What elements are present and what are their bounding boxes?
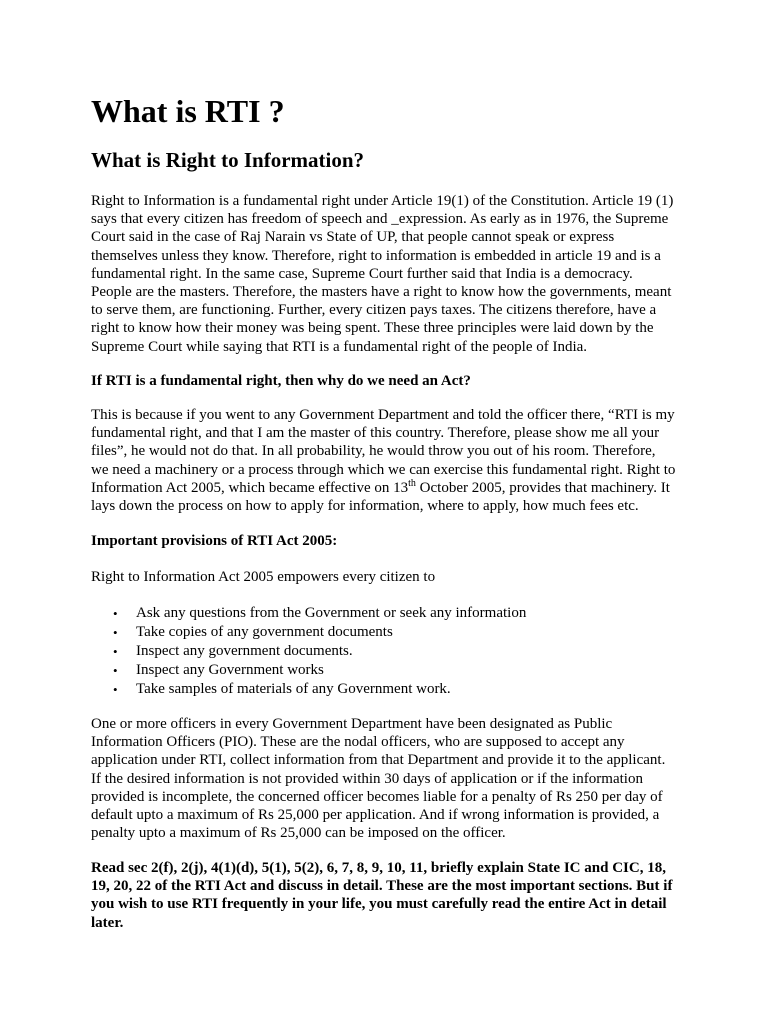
paragraph-line: files”, he would not do that. In all probability, he would throw you out of his room. Therefore,	[91, 443, 656, 460]
list-item-text: Take samples of materials of any Government work.	[136, 681, 451, 698]
paragraph-line: Right to Information is a fundamental right under Article 19(1) of the Constitution. Article 19 (1)	[91, 193, 674, 209]
bullet-icon: •	[113, 644, 118, 660]
list-item-text: Inspect any Government works	[136, 662, 324, 679]
paragraph-line: fundamental right. In the same case, Supreme Court further said that India is a democracy.	[91, 265, 633, 282]
paragraph-line: This is because if you went to any Government Department and told the officer there, “RTI is my	[91, 407, 675, 423]
bullet-icon: •	[113, 625, 118, 641]
paragraph-line: you wish to use RTI frequently in your life, you must carefully read the entire Act in detail	[91, 896, 667, 913]
paragraph-rti-definition	[91, 192, 691, 356]
text-fragment: October 2005, provides that machinery. It	[415, 479, 670, 496]
paragraph-line: People are the masters. Therefore, the masters have a right to know how the governments, meant	[91, 284, 672, 301]
list-item	[91, 623, 526, 642]
page-title: What is RTI ?	[91, 93, 285, 129]
list-item-text: Take copies of any government documents	[136, 624, 393, 641]
provisions-intro	[91, 568, 691, 586]
paragraph-line: later.	[91, 914, 124, 931]
bullet-icon: •	[113, 682, 118, 698]
paragraph-why-act	[91, 406, 691, 515]
list-item	[91, 642, 526, 661]
paragraph-line: Read sec 2(f), 2(j), 4(1)(d), 5(1), 5(2), 6, 7, 8, 9, 10, 11, briefly explain State IC and CIC, 18,	[91, 860, 666, 876]
text-fragment: Information Act 2005, which became effective on 13	[91, 479, 409, 496]
paragraph-line: right to know how their money was being spent. These three principles were laid down by the	[91, 320, 654, 337]
paragraph-line: Right to Information Act 2005 empowers every citizen to	[91, 569, 436, 585]
paragraph-line: Supreme Court while saying that RTI is a fundamental right of the people of India.	[91, 338, 588, 355]
heading-provisions: Important provisions of RTI Act 2005:	[91, 533, 338, 549]
paragraph-line: default upto a maximum of Rs 25,000 per application. And if wrong information is provided, a	[91, 807, 660, 824]
paragraph-line: lays down the process on how to apply for information, where to apply, how much fees etc.	[91, 498, 639, 515]
bullet-icon: •	[113, 606, 118, 621]
paragraph-line: application under RTI, collect information from that Department and provide it to the applicant.	[91, 752, 666, 769]
list-item	[91, 604, 526, 623]
paragraph-line: 19, 20, 22 of the RTI Act and discuss in detail. These are the most important sections. But if	[91, 878, 673, 895]
paragraph-line: we need a machinery or a process through which we can exercise this fundamental right. Right to	[91, 461, 676, 478]
paragraph-line: fundamental right, and that I am the master of this country. Therefore, please show me all your	[91, 425, 660, 442]
paragraph-line: If the desired information is not provided within 30 days of application or if the information	[91, 770, 643, 787]
paragraph-line: Court said in the case of Raj Narain vs State of UP, that people cannot speak or express	[91, 229, 615, 246]
closing-instructions	[91, 859, 672, 932]
paragraph-line: One or more officers in every Government Department have been designated as Public	[91, 716, 613, 732]
paragraph-line: says that every citizen has freedom of speech and _expression. As early as in 1976, the Supreme	[91, 211, 669, 228]
paragraph-line: Information Officers (PIO). These are the nodal officers, who are supposed to accept any	[91, 734, 625, 751]
provisions-list	[91, 604, 526, 699]
list-item-text: Inspect any government documents.	[136, 643, 353, 660]
paragraph-line: to serve them, are functioning. Further, every citizen pays taxes. The citizens therefore, have a	[91, 302, 657, 319]
bullet-icon: •	[113, 663, 118, 679]
list-item-text: Ask any questions from the Government or seek any information	[136, 605, 527, 621]
paragraph-line	[91, 479, 691, 497]
section-title: What is Right to Information?	[91, 148, 365, 172]
list-item	[91, 661, 526, 680]
list-item	[91, 680, 526, 699]
paragraph-line: themselves unless they know. Therefore, right to information is embedded in article 19 and is a	[91, 247, 661, 264]
paragraph-line: penalty upto a maximum of Rs 25,000 can be imposed on the officer.	[91, 825, 506, 842]
paragraph-line: provided is incomplete, the concerned officer becomes liable for a penalty of Rs 250 per day of	[91, 788, 663, 805]
ordinal-superscript: th	[408, 477, 416, 489]
heading-why-act: If RTI is a fundamental right, then why do we need an Act?	[91, 373, 471, 389]
paragraph-pio	[91, 715, 691, 842]
